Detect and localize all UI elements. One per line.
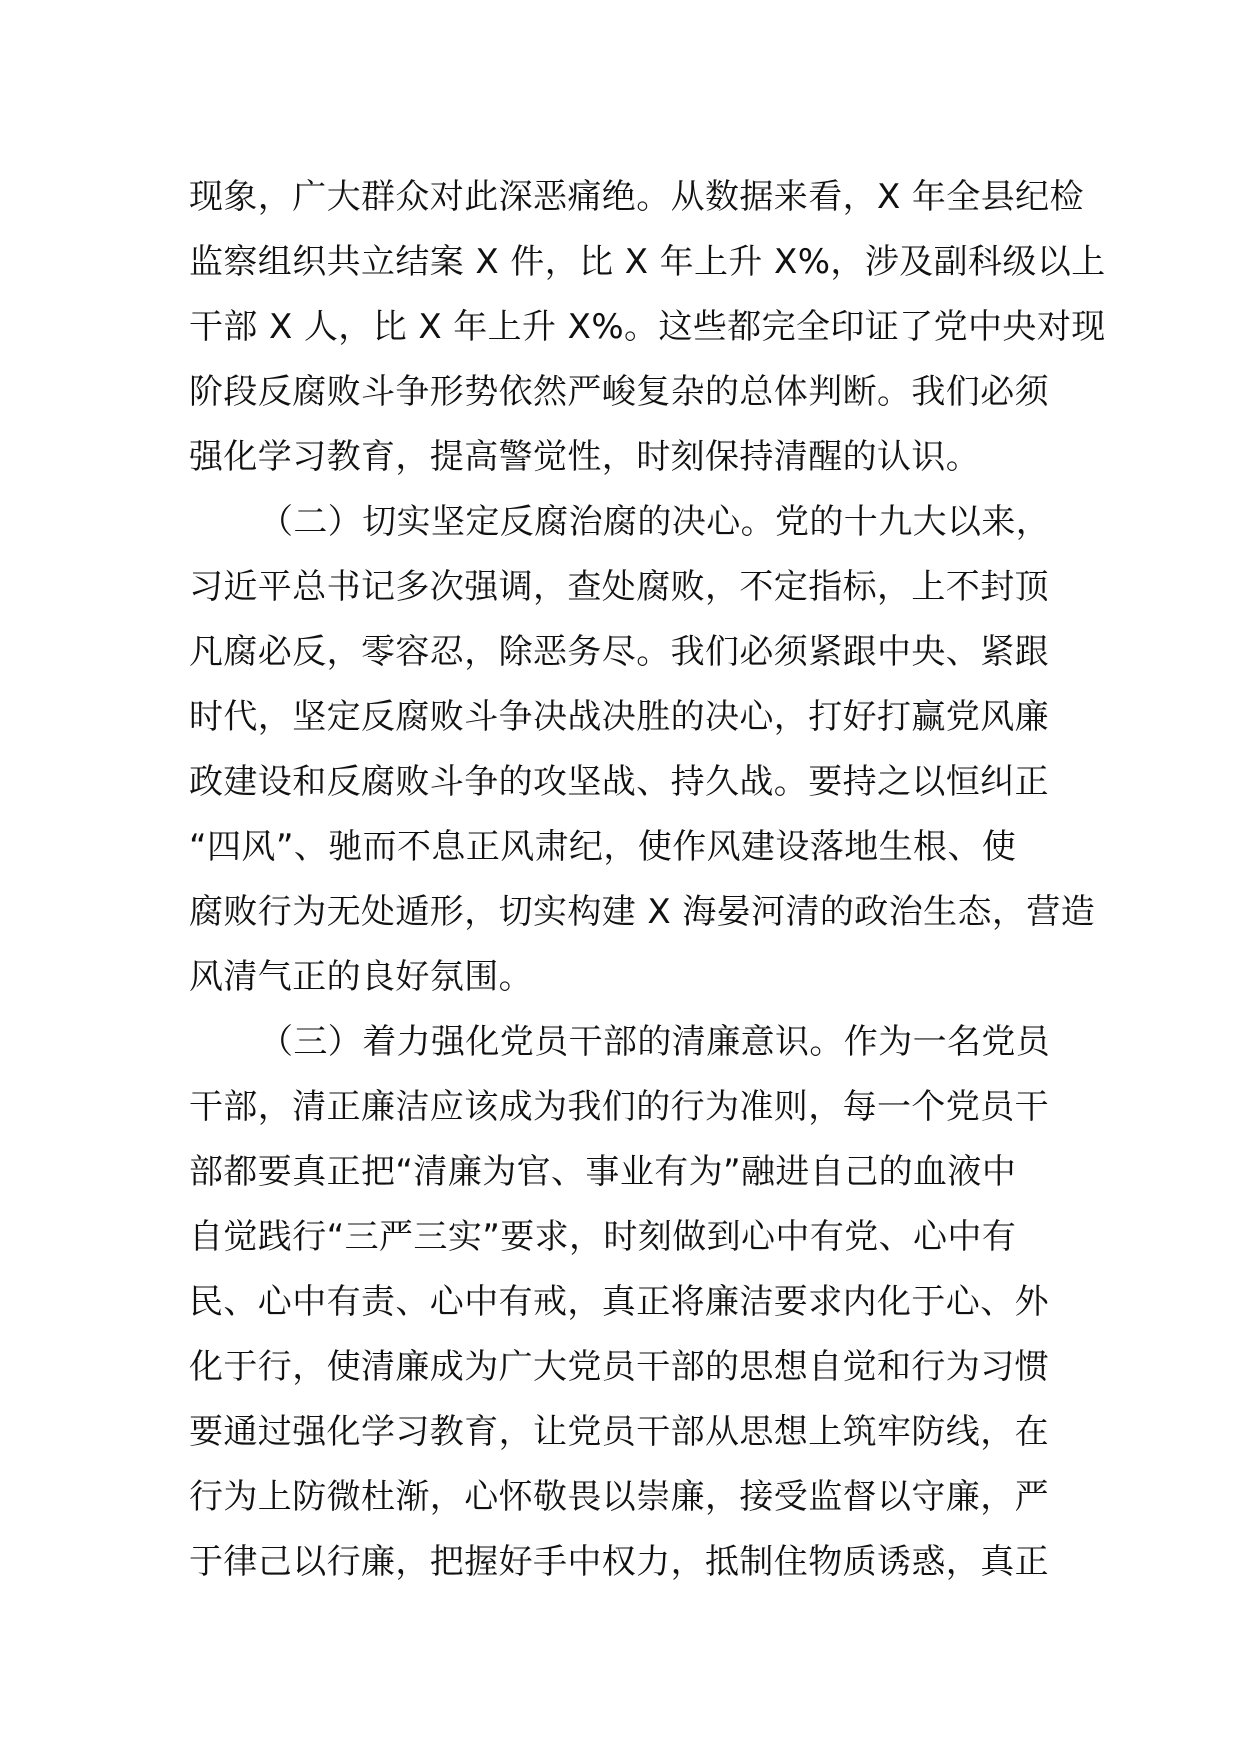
text-line: 风清气正的良好氛围。 (189, 957, 533, 997)
section-heading-line: （三）着力强化党员干部的清廉意识。作为一名党员 (259, 1022, 1051, 1062)
text-line: 习近平总书记多次强调，查处腐败，不定指标，上不封顶 (189, 567, 1049, 607)
text-line: 化于行，使清廉成为广大党员干部的思想自觉和行为习惯 (189, 1347, 1049, 1387)
text-line: 自觉践行“三严三实”要求，时刻做到心中有党、心中有 (189, 1217, 1017, 1257)
section-heading-line: （二）切实坚定反腐治腐的决心。党的十九大以来， (259, 502, 1051, 542)
text-line: 凡腐必反，零容忍，除恶务尽。我们必须紧跟中央、紧跟 (189, 632, 1049, 672)
text-line: 部都要真正把“清廉为官、事业有为”融进自己的血液中 (189, 1152, 1017, 1192)
text-line: 干部，清正廉洁应该成为我们的行为准则，每一个党员干 (189, 1087, 1049, 1127)
text-line: 阶段反腐败斗争形势依然严峻复杂的总体判断。我们必须 (189, 372, 1049, 412)
text-line: 行为上防微杜渐，心怀敬畏以崇廉，接受监督以守廉，严 (189, 1477, 1049, 1517)
text-line: 腐败行为无处遁形，切实构建 X 海晏河清的政治生态，营造 (189, 892, 1096, 932)
text-line: 要通过强化学习教育，让党员干部从思想上筑牢防线，在 (189, 1412, 1049, 1452)
text-line: 现象，广大群众对此深恶痛绝。从数据来看，X 年全县纪检 (189, 177, 1084, 217)
text-line: 于律己以行廉，把握好手中权力，抵制住物质诱惑，真正 (189, 1542, 1049, 1582)
text-line: 监察组织共立结案 X 件，比 X 年上升 X%，涉及副科级以上 (189, 242, 1106, 282)
body-text (189, 165, 1106, 1595)
text-line: 政建设和反腐败斗争的攻坚战、持久战。要持之以恒纠正 (189, 762, 1049, 802)
text-line: “四风”、驰而不息正风肃纪，使作风建设落地生根、使 (189, 827, 1017, 867)
text-line: 干部 X 人，比 X 年上升 X%。这些都完全印证了党中央对现 (189, 307, 1106, 347)
text-line: 时代，坚定反腐败斗争决战决胜的决心，打好打赢党风廉 (189, 697, 1049, 737)
text-line: 强化学习教育，提高警觉性，时刻保持清醒的认识。 (189, 437, 981, 477)
text-line: 民、心中有责、心中有戒，真正将廉洁要求内化于心、外 (189, 1282, 1049, 1322)
